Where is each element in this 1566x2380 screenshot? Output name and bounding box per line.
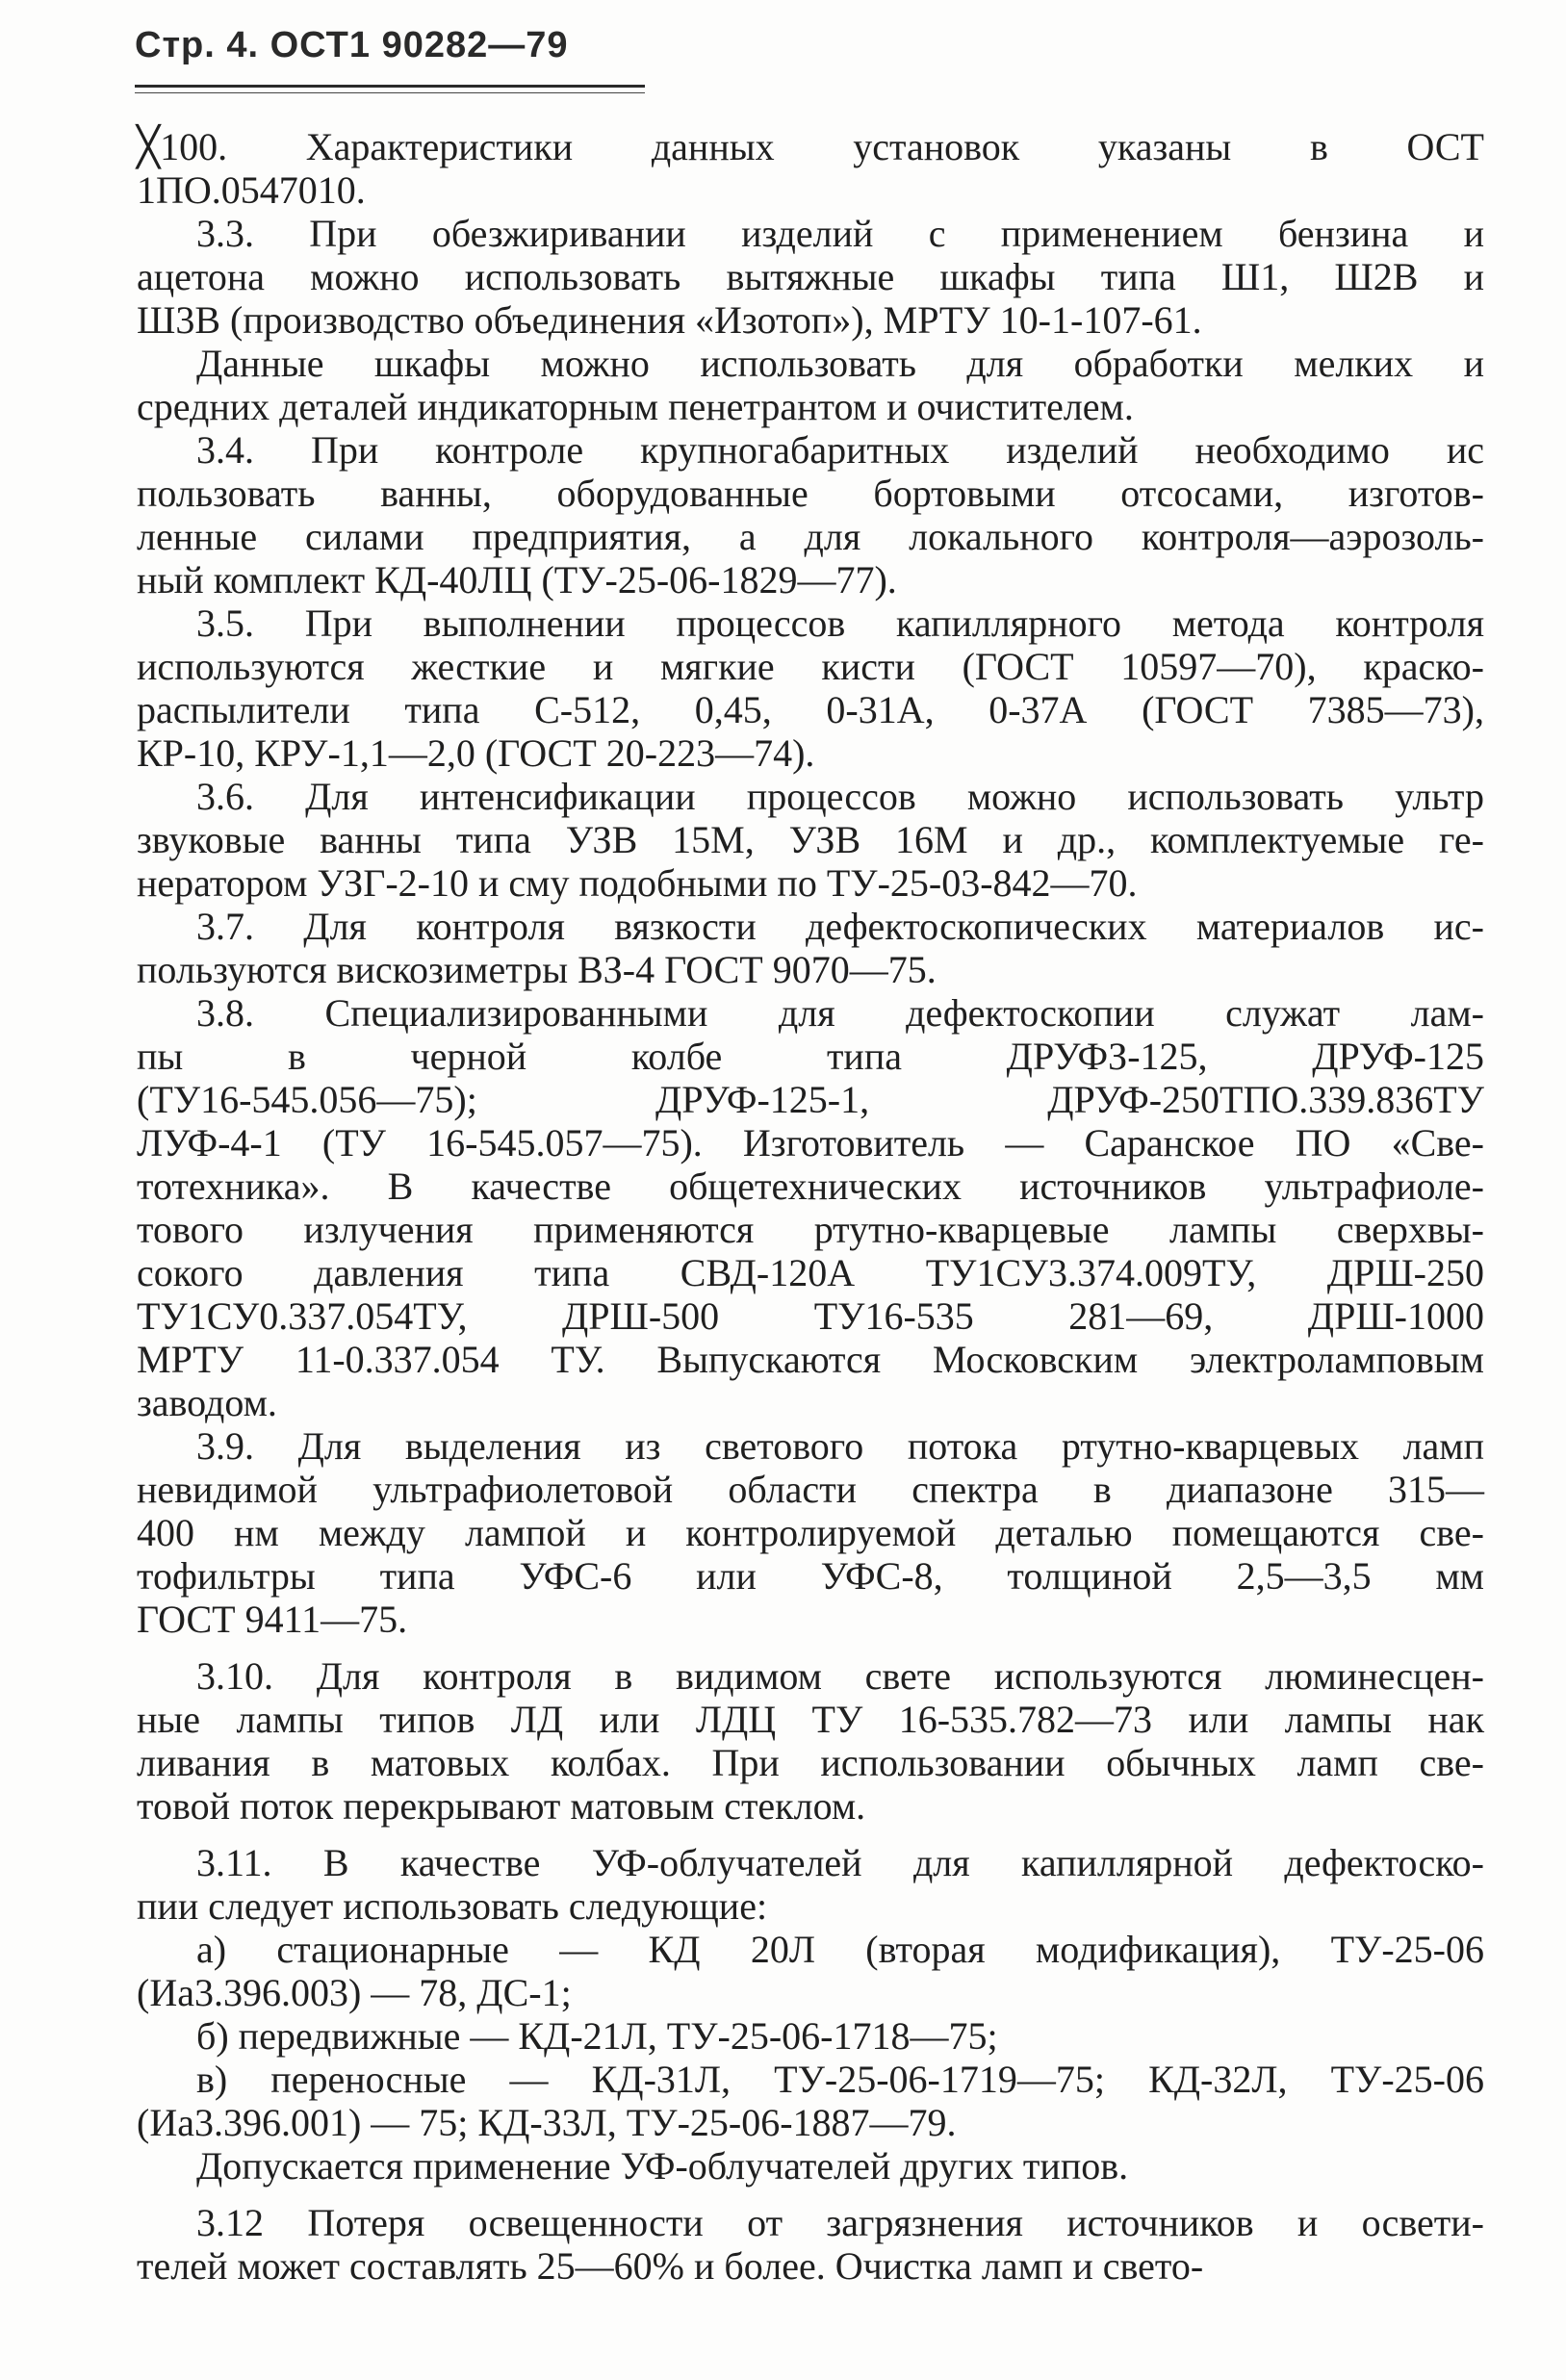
text-line: пы в черной колбе типа ДРУФЗ-125, ДРУФ-125 [137,1035,1484,1078]
text-line: а) стационарные — КД 20Л (вторая модификация), ТУ-25-06 [196,1928,1484,1971]
text-line: пользовать ванны, оборудованные бортовыми отсосами, изготов- [137,472,1484,515]
text-line: звуковые ванны типа УЗВ 15М, УЗВ 16М и др., комплектуемые ге- [137,818,1484,861]
text-line: тового излучения применяются ртутно-кварцевые лампы сверхвы- [137,1208,1484,1251]
text-line: телей может составлять 25—60% и более. Очистка ламп и свето- [137,2244,1204,2288]
text-line: средних деталей индикаторным пенетрантом и очистителем. [137,385,1134,428]
text-line: Данные шкафы можно использовать для обработки мелких и [196,342,1484,385]
text-line: Ш3В (производство объединения «Изотоп»), МРТУ 10-1-107-61. [137,298,1202,342]
text-line: ные лампы типов ЛД или ЛДЦ ТУ 16-535.782—73 или лампы нак [137,1698,1484,1741]
paragraph [137,991,1484,1424]
text-line: пии следует использовать следующие: [137,1884,768,1928]
paragraph [137,1841,1484,2188]
paragraph [137,125,1484,212]
text-line: 3.11. В качестве УФ-облучателей для капиллярной дефектоско- [196,1841,1484,1884]
text-line: ленные силами предприятия, а для локального контроля—аэрозоль- [137,515,1484,558]
text-line: ╳100. Характеристики данных установок указаны в ОСТ [137,125,1484,168]
text-line: (Иа3.396.001) — 75; КД-33Л, ТУ-25-06-1887—79. [137,2101,957,2144]
paragraph [137,905,1484,991]
text-line: ацетона можно использовать вытяжные шкафы типа Ш1, Ш2В и [137,255,1484,298]
text-line: (ТУ16-545.056—75); ДРУФ-125-1, ДРУФ-250ТПО.339.836ТУ [137,1078,1484,1121]
text-line: 1ПО.0547010. [137,168,366,212]
text-line: 400 нм между лампой и контролируемой деталью помещаются све- [137,1511,1484,1554]
text-line: 3.4. При контроле крупногабаритных изделий необходимо ис [196,428,1484,472]
text-line: пользуются вискозиметры ВЗ-4 ГОСТ 9070—75. [137,948,937,991]
paragraph [137,601,1484,775]
text-line: ный комплект КД-40ЛЦ (ТУ-25-06-1829—77). [137,558,897,601]
paragraph-gap [137,1641,1484,1654]
text-line: КР-10, КРУ-1,1—2,0 (ГОСТ 20-223—74). [137,731,815,775]
text-line: заводом. [137,1381,277,1424]
paragraph [137,1424,1484,1641]
page-header: Стр. 4. ОСТ1 90282—79 [135,25,569,65]
text-line: нератором УЗГ-2-10 и сму подобными по ТУ-25-03-842—70. [137,861,1138,905]
paragraph-gap [137,2188,1484,2201]
text-line: 3.10. Для контроля в видимом свете используются люминесцен- [196,1654,1484,1698]
text-line: б) передвижные — КД-21Л, ТУ-25-06-1718—75; [196,2014,998,2058]
paragraph-gap [137,1828,1484,1841]
paragraph [137,1654,1484,1828]
text-line: МРТУ 11-0.337.054 ТУ. Выпускаются Московским электроламповым [137,1338,1484,1381]
paragraph [137,212,1484,428]
text-line: 3.3. При обезжиривании изделий с применением бензина и [196,212,1484,255]
paragraph [137,2201,1484,2288]
document-body [137,125,1484,2288]
text-line: 3.9. Для выделения из светового потока ртутно-кварцевых ламп [196,1424,1484,1468]
text-line: в) переносные — КД-31Л, ТУ-25-06-1719—75; КД-32Л, ТУ-25-06 [196,2058,1484,2101]
text-line: ГОСТ 9411—75. [137,1598,408,1641]
text-line: невидимой ультрафиолетовой области спектра в диапазоне 315— [137,1468,1484,1511]
header-rule-thin [135,92,645,93]
text-line: 3.6. Для интенсификации процессов можно использовать ультр [196,775,1484,818]
text-line: тофильтры типа УФС-6 или УФС-8, толщиной 2,5—3,5 мм [137,1554,1484,1598]
text-line: тотехника». В качестве общетехнических источников ультрафиоле- [137,1164,1484,1208]
text-line: используются жесткие и мягкие кисти (ГОСТ 10597—70), краско- [137,645,1484,688]
text-line: ТУ1СУ0.337.054ТУ, ДРШ-500 ТУ16-535 281—69, ДРШ-1000 [137,1294,1484,1338]
text-line: распылители типа С-512, 0,45, 0-31А, 0-37А (ГОСТ 7385—73), [137,688,1484,731]
text-line: ливания в матовых колбах. При использовании обычных ламп све- [137,1741,1484,1784]
paragraph [137,775,1484,905]
text-line: 3.8. Специализированными для дефектоскопии служат лам- [196,991,1484,1035]
header-rule [135,85,645,88]
text-line: сокого давления типа СВД-120А ТУ1СУ3.374.009ТУ, ДРШ-250 [137,1251,1484,1294]
text-line: 3.5. При выполнении процессов капиллярного метода контроля [196,601,1484,645]
paragraph [137,428,1484,601]
text-line: 3.7. Для контроля вязкости дефектоскопических материалов ис- [196,905,1484,948]
text-line: Допускается применение УФ-облучателей других типов. [196,2144,1129,2188]
text-line: 3.12 Потеря освещенности от загрязнения источников и освети- [196,2201,1484,2244]
text-line: ЛУФ-4-1 (ТУ 16-545.057—75). Изготовитель — Саранское ПО «Све- [137,1121,1484,1164]
text-line: товой поток перекрывают матовым стеклом. [137,1784,866,1828]
text-line: (Иа3.396.003) — 78, ДС-1; [137,1971,572,2014]
